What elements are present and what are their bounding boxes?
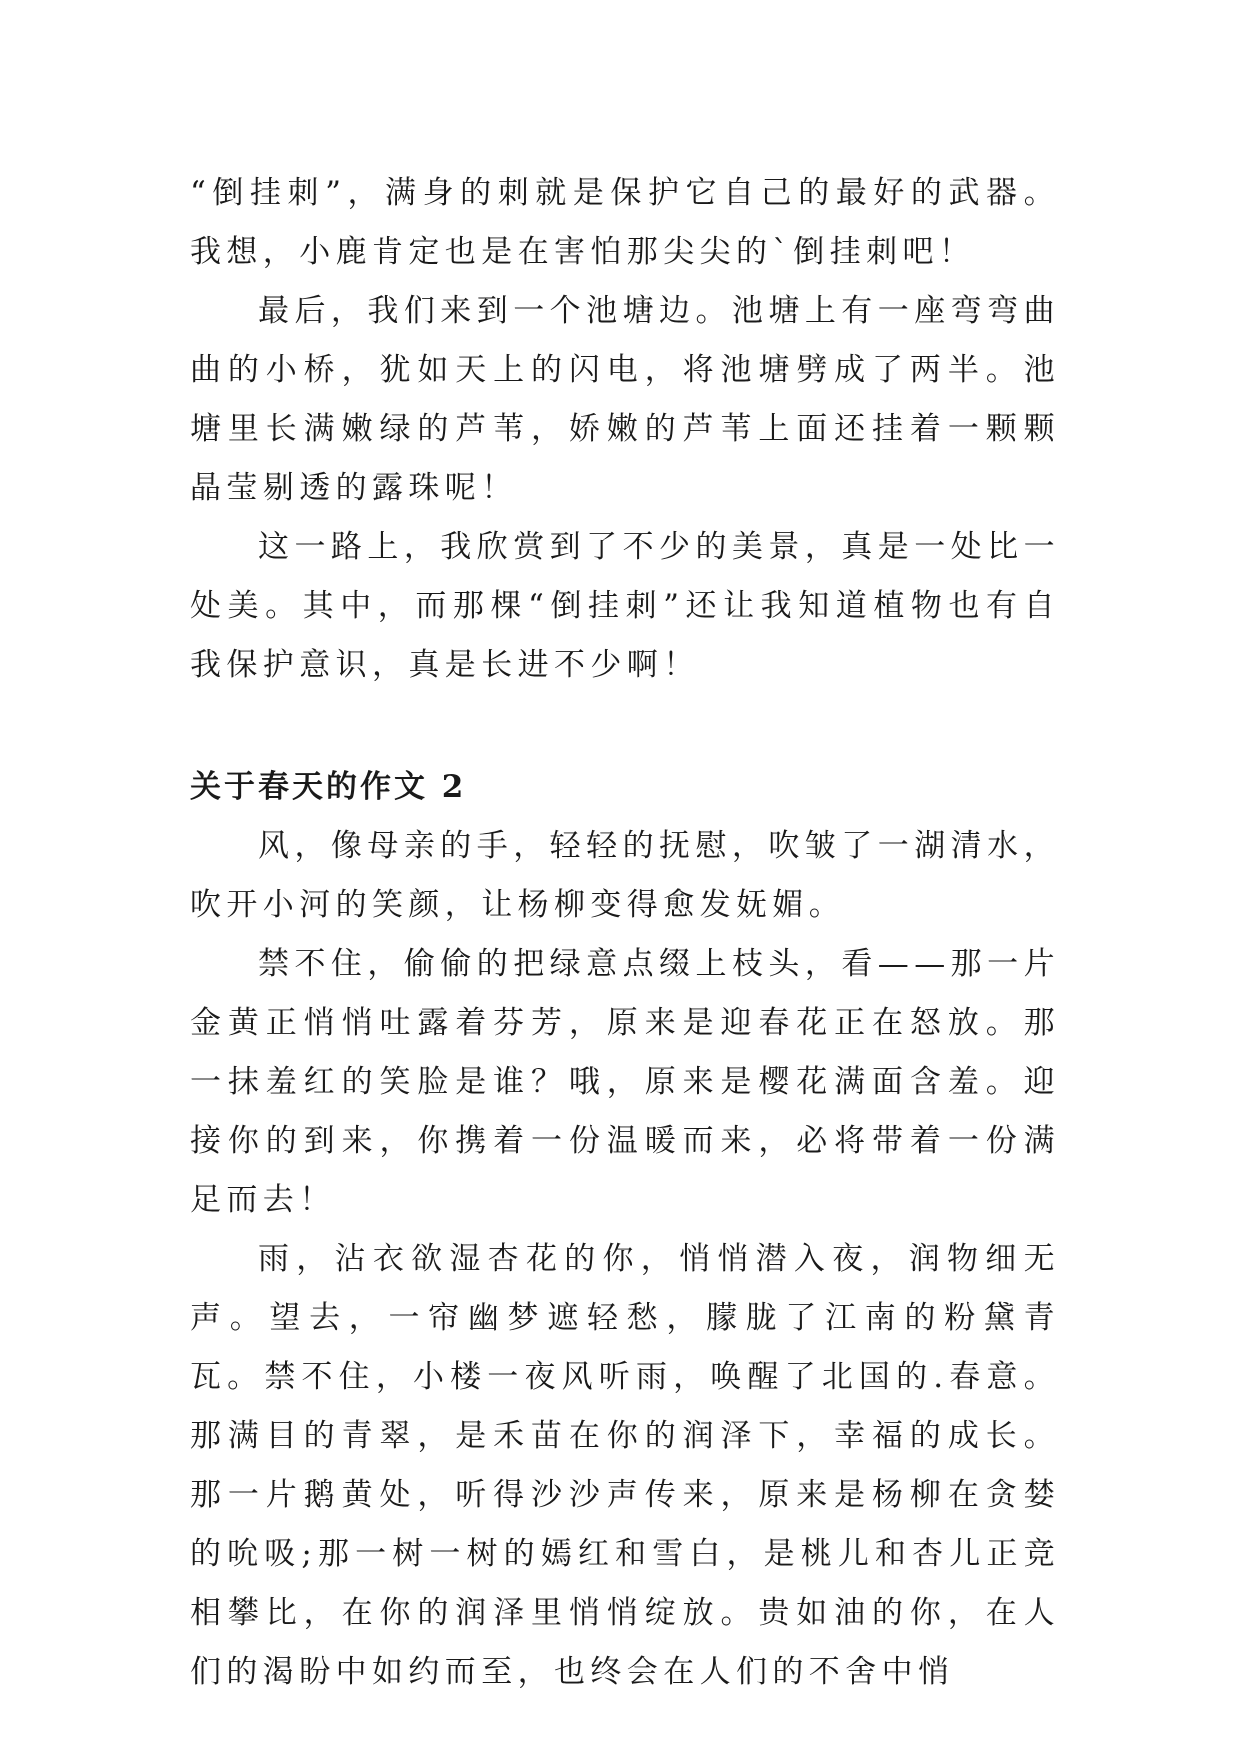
essay-title: 关于春天的作文 2: [190, 769, 467, 805]
paragraph-continued: “倒挂刺”，满身的刺就是保护它自己的最好的武器。我想，小鹿肯定也是在害怕那尖尖的`倒挂刺吧！: [190, 175, 1060, 270]
document-page: [190, 164, 1060, 1702]
paragraph-wind: 风，像母亲的手，轻轻的抚慰，吹皱了一湖清水，吹开小河的笑颜，让杨柳变得愈发妩媚。: [190, 828, 1060, 923]
paragraph-summary: 这一路上，我欣赏到了不少的美景，真是一处比一处美。其中，而那棵“倒挂刺”还让我知道植物也有自我保护意识，真是长进不少啊！: [190, 529, 1060, 683]
paragraph-flowers: 禁不住，偷偷的把绿意点缀上枝头，看——那一片金黄正悄悄吐露着芬芳，原来是迎春花正在怒放。那一抹羞红的笑脸是谁？哦，原来是樱花满面含羞。迎接你的到来，你携着一份温暖而来，必将带着一份满足而去！: [190, 946, 1060, 1218]
paragraph-pond: 最后，我们来到一个池塘边。池塘上有一座弯弯曲曲的小桥，犹如天上的闪电，将池塘劈成了两半。池塘里长满嫩绿的芦苇，娇嫩的芦苇上面还挂着一颗颗晶莹剔透的露珠呢！: [190, 293, 1060, 506]
paragraph-rain: 雨，沾衣欲湿杏花的你，悄悄潜入夜，润物细无声。望去，一帘幽梦遮轻愁，朦胧了江南的粉黛青瓦。禁不住，小楼一夜风听雨，唤醒了北国的.春意。那满目的青翠，是禾苗在你的润泽下，幸福的成长。那一片鹅黄处，听得沙沙声传来，原来是杨柳在贪婪的吮吸;那一树一树的嫣红和雪白，是桃儿和杏儿正竞相攀比，在你的润泽里悄悄绽放。贵如油的你，在人们的渴盼中如约而至，也终会在人们的不舍中悄: [190, 1241, 1060, 1690]
